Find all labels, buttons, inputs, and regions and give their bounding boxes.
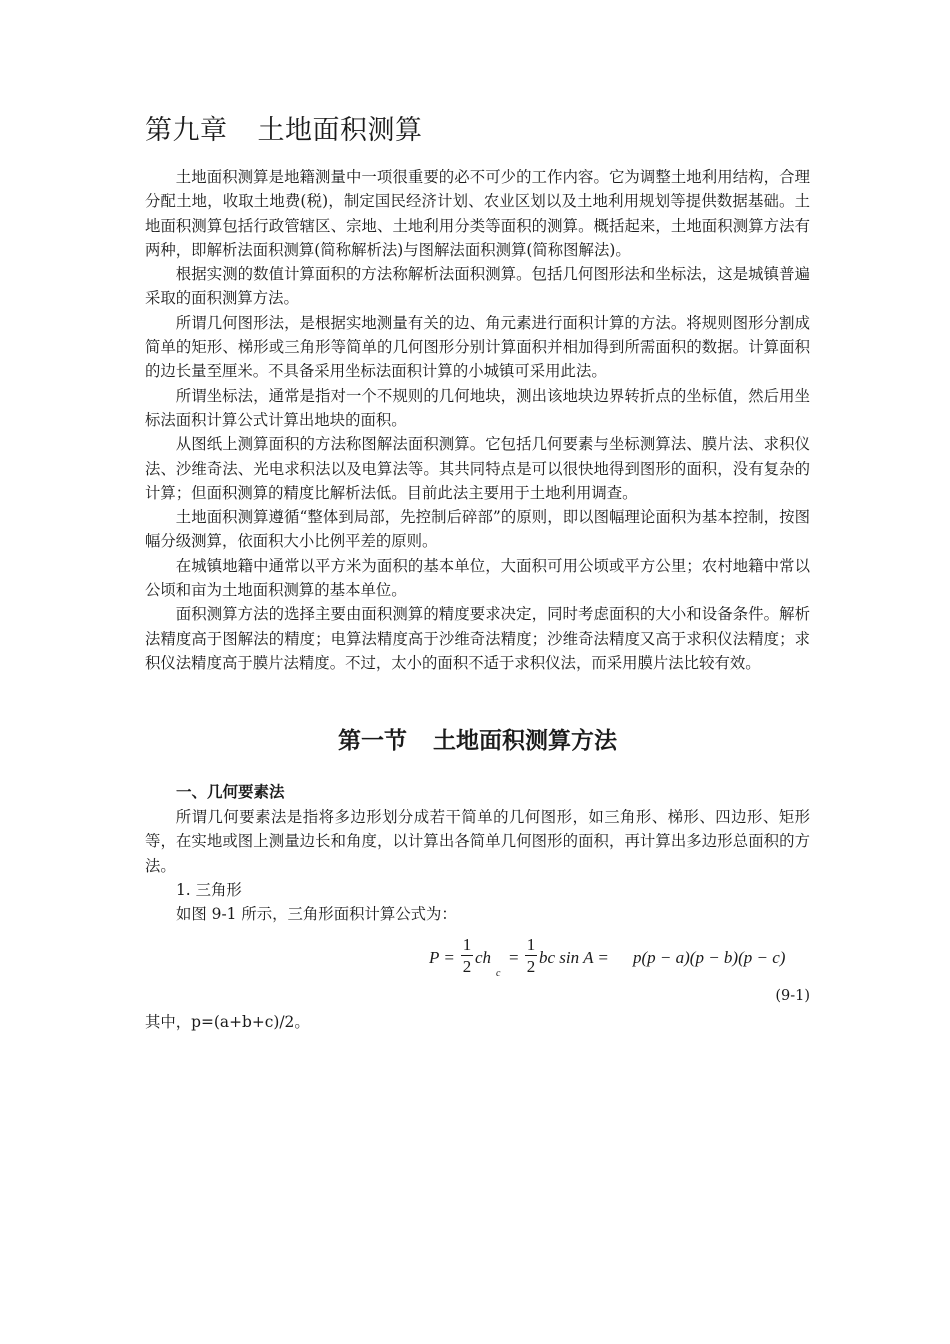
fraction-one-half — [461, 935, 473, 978]
section-number: 第一节 — [338, 728, 407, 754]
formula-intro: 如图 9-1 所示，三角形面积计算公式为： — [176, 905, 457, 924]
chapter-name: 土地面积测算 — [257, 115, 423, 146]
chapter-number: 第九章 — [145, 115, 228, 146]
item-heading: 1. 三角形 — [176, 880, 242, 899]
paragraph: 所谓几何图形法，是根据实地测量有关的边、角元素进行面积计算的方法。将规则图形分割成简单的矩形、梯形或三角形等简单的几何图形分别计算面积并相加得到所需面积的数据。计算面积的边长量至厘米。不具备采用坐标法面积计算的小城镇可采用此法。 — [145, 313, 810, 381]
paragraph: 从图纸上测算面积的方法称图解法面积测算。它包括几何要素与坐标测算法、膜片法、求积仪法、沙维奇法、光电求积法以及电算法等。其共同特点是可以很快地得到图形的面积，没有复杂的计算；但面积测算的精度比解析法低。目前此法主要用于土地利用调查。 — [145, 435, 810, 502]
formula-term-bc-sin-a: bc sin A = — [539, 948, 609, 967]
equation-number: (9-1) — [775, 988, 810, 1004]
formula-term-heron: p(p − a)(p − b)(p − c) — [633, 948, 786, 967]
fraction-numerator: 1 — [526, 935, 536, 954]
paragraph: 根据实测的数值计算面积的方法称解析法面积测算。包括几何图形法和坐标法，这是城镇普遍采取的面积测算方法。 — [145, 265, 810, 308]
paragraph: 所谓几何要素法是指将多边形划分成若干简单的几何图形，如三角形、梯形、四边形、矩形等，在实地或图上测量边长和角度，以计算出各简单几何图形的面积，再计算出多边形总面积的方法。 — [145, 808, 810, 875]
paragraph: 所谓坐标法，通常是指对一个不规则的几何地块，测出该地块边界转折点的坐标值，然后用坐标法面积计算公式计算出地块的面积。 — [145, 386, 810, 429]
intro-body — [145, 165, 810, 675]
paragraph: 土地面积测算遵循“整体到局部，先控制后碎部”的原则，即以图幅理论面积为基本控制，按图幅分级测算，依面积大小比例平差的原则。 — [145, 508, 810, 551]
fraction-denominator: 2 — [462, 957, 472, 976]
fraction-numerator: 1 — [462, 935, 472, 954]
formula-term-ch: ch — [475, 948, 492, 967]
formula-where-clause: 其中，p=(a+b+c)/2。 — [145, 1013, 310, 1031]
paragraph: 土地面积测算是地籍测量中一项很重要的必不可少的工作内容。它为调整土地利用结构，合理分配土地，收取土地费(税)，制定国民经济计划、农业区划以及土地利用规划等提供数据基础。土地面积测算包括行政管辖区、宗地、土地利用分类等面积的测算。概括起来，土地面积测算方法有两种，即解析法面积测算(简称解析法)与图解法面积测算(简称图解法)。 — [145, 168, 810, 259]
fraction-denominator: 2 — [526, 957, 536, 976]
formula-subscript-c: c — [496, 968, 501, 979]
formula-equals: = — [509, 948, 519, 967]
chapter-title — [145, 113, 423, 149]
paragraph: 面积测算方法的选择主要由面积测算的精度要求决定，同时考虑面积的大小和设备条件。解析法精度高于图解法的精度；电算法精度高于沙维奇法精度；沙维奇法精度又高于求积仪法精度；求积仪法精度高于膜片法精度。不过，太小的面积不适于求积仪法，而采用膜片法比较有效。 — [145, 605, 810, 672]
section-name: 土地面积测算方法 — [433, 728, 617, 754]
paragraph: 在城镇地籍中通常以平方米为面积的基本单位，大面积可用公顷或平方公里；农村地籍中常以公顷和亩为土地面积测算的基本单位。 — [145, 556, 810, 600]
subsection-title: 一、几何要素法 — [176, 783, 285, 801]
fraction-one-half — [525, 935, 537, 978]
subsection — [145, 780, 810, 926]
section-title — [145, 724, 810, 758]
formula-lhs: P = — [429, 948, 455, 967]
